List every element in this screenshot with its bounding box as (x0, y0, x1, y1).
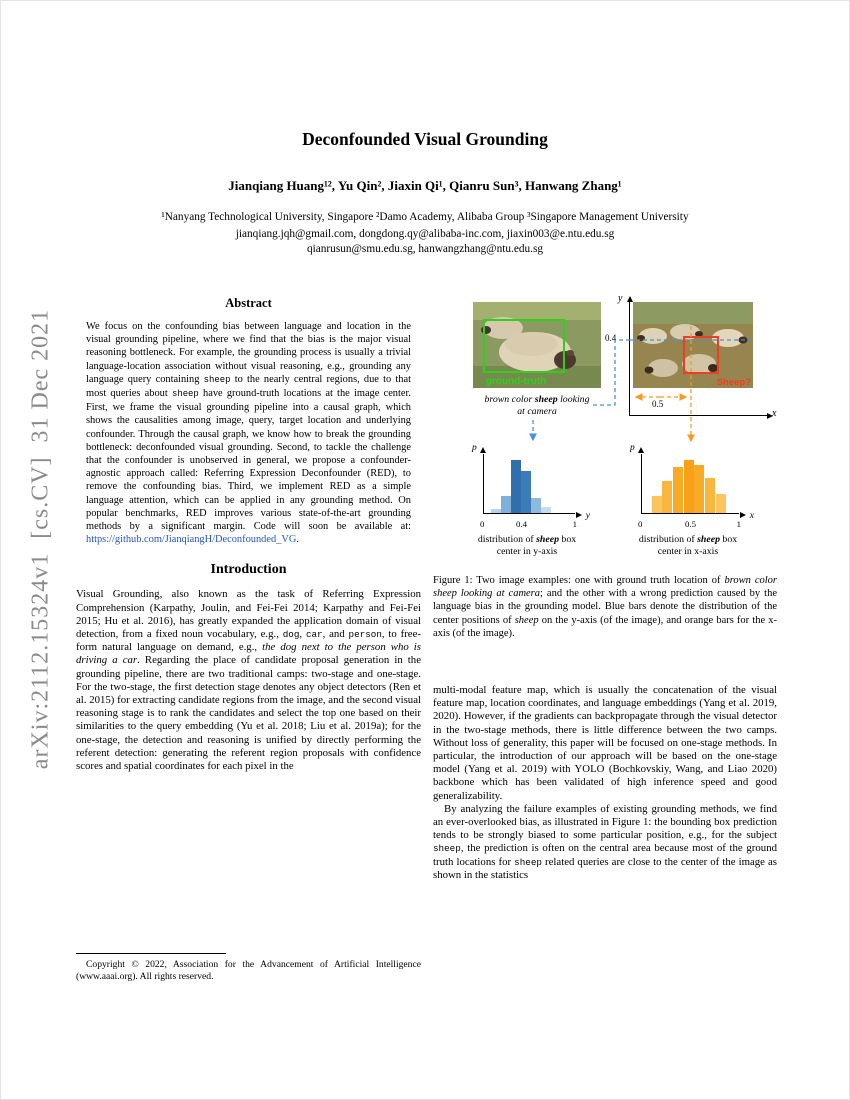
text-segment: , to free-form natural language on demand, e.g., (76, 628, 421, 654)
prediction-label: Sheep? (716, 377, 751, 388)
tick-label: 0 (638, 519, 643, 529)
text-segment: sheep (536, 534, 559, 545)
text-segment: looking at camera (517, 394, 590, 417)
histogram-bar (501, 496, 511, 513)
right-column (433, 293, 778, 882)
figure-1 (433, 293, 777, 562)
histogram-bar (673, 467, 683, 513)
histogram-y-ylabel: p (472, 443, 477, 453)
histogram-x-caption (629, 534, 747, 557)
histogram-bar (684, 460, 694, 513)
abstract-text (86, 320, 411, 546)
arxiv-banner: arXiv:2112.15324v1 [cs.CV] 31 Dec 2021 (27, 308, 54, 770)
histogram-x-distribution (629, 443, 754, 529)
histogram-bar (521, 471, 531, 513)
body-paragraph-2 (433, 803, 777, 882)
tick-label: 0 (480, 519, 485, 529)
y-axis-arrow-icon (627, 296, 633, 302)
text-segment: dog (282, 629, 300, 641)
histogram-bar (716, 494, 726, 513)
histogram-y-distribution (471, 443, 590, 529)
text-segment: Figure 1: Two image examples: one with ground truth location of (433, 575, 725, 586)
text-segment: box center in y-axis (496, 534, 577, 557)
text-segment: , (299, 628, 306, 641)
histogram-bar (694, 465, 704, 513)
text-segment: to the nearly central regions, due to that most queries about (86, 373, 411, 400)
paper-title: Deconfounded Visual Grounding (302, 129, 548, 149)
prediction-bbox (683, 336, 719, 374)
author-line: Jianqiang Huang¹², Yu Qin², Jiaxin Qi¹, Qianru Sun³, Hanwang Zhang¹ (228, 178, 622, 193)
text-segment: , the prediction is often on the central area because most of the ground truth locations for (433, 842, 777, 868)
text-segment: sheep (171, 389, 199, 400)
tick-label: 1 (572, 519, 577, 529)
groundtruth-bbox (483, 319, 565, 372)
figure-1-caption (433, 574, 777, 640)
tick-label: 0.5 (685, 519, 696, 529)
figure-image-groundtruth (473, 302, 601, 388)
text-segment: , and (322, 628, 349, 641)
histogram-x-xlabel: x (749, 511, 754, 521)
abstract-heading: Abstract (225, 296, 272, 310)
histogram-bar (511, 460, 521, 513)
histogram-bar (531, 498, 541, 513)
text-segment: ; and the other with a wrong prediction caused by the language bias in the grounding model. Blue bars denote the distribution of the center positions of (433, 588, 777, 626)
text-segment: person (348, 629, 382, 641)
text-segment: the dog next to the person who is driving a car (76, 641, 421, 667)
paper-header (1, 129, 849, 258)
histogram-y-up-arrow-icon (480, 447, 486, 453)
text-segment: Visual Grounding, also known as the task of Referring Expression Comprehension (Karpathy, Joulin, and Fei-Fei 2014; Karpathy and Fei-Fei 2015; Hu et al. 2016), has greatly expanded the application domain of visual detection, from a fixed noun vocabulary, e.g., (76, 588, 421, 641)
text-segment: on the y-axis (of the image), and orange bars for the x-axis (of the image). (433, 614, 777, 639)
histogram-y-caption (468, 534, 586, 557)
histogram-x-right-arrow-icon (740, 512, 746, 518)
text-segment: car (305, 629, 323, 641)
text-segment: sheep (433, 843, 461, 855)
text-segment: . Regarding the place of candidate proposal generation in the grounding pipeline, there are two traditional camps: two-stage and one-stage. For the two-stage, the first detection stage denotes any object detectors (Ren et al. 2015) for extracting candidate regions from the image, and the second visual reasoning stage is to rank the candidates and select the top one based on their similarities to the query embedding (Yu et al. 2018; Liu et al. 2019a); for the one-stage, the detection and reasoning is unified by directly performing the referent detection: generating the referent region proposals with confidence scores and spatial coordinates for each pixel in the (76, 654, 421, 773)
text-segment: distribution of (477, 534, 537, 545)
affiliations-line: ¹Nanyang Technological University, Singapore ²Damo Academy, Alibaba Group ³Singapore Management University (161, 211, 689, 223)
tick-label: 0.4 (516, 519, 527, 529)
histogram-bar (652, 496, 662, 513)
histogram-y-xlabel: y (585, 511, 590, 521)
groundtruth-label: ground-truth (485, 376, 547, 387)
emails-line-1: jianqiang.jqh@gmail.com, dongdong.qy@alibaba-inc.com, jiaxin003@e.ntu.edu.sg (235, 228, 615, 240)
text-segment: . (296, 534, 299, 546)
text-segment: distribution of (638, 534, 698, 545)
x-axis-label: x (772, 408, 777, 419)
text-segment: sheep (514, 856, 542, 868)
left-column (76, 296, 421, 773)
emails-line-2: qianrusun@smu.edu.sg, hanwangzhang@ntu.edu.sg (306, 243, 544, 255)
histogram-x-plot (641, 454, 739, 514)
text-segment: By analyzing the failure examples of existing grounding methods, we find an ever-overlooked bias, as illustrated in Figure 1: the bounding box prediction tends to be strongly biased to some particular position, e.g., for the subject (433, 802, 777, 842)
code-repo-link[interactable]: https://github.com/JianqiangH/Deconfounded_VG (86, 534, 297, 546)
image-y-axis (629, 300, 630, 416)
histogram-y-plot (483, 454, 575, 514)
histogram-bar (491, 509, 501, 513)
text-segment: multi-modal feature map, which is usually the concatenation of the visual feature map, location coordinates, and language embeddings (Yang et al. 2019, 2020). However, if the gradients can backpropagate through the visual detector in the two-stage methods, there is little difference between the two camps. Without loss of generality, this paper will be focused on one-stage methods. In particular, the introduction of our approach will be based on the one-stage model (Yang et al. 2019) with YOLO (Bochkovskiy, Wang, and Liao 2020) backbone which has been validated of high inference speed and good generalizability. (433, 684, 777, 802)
text-segment: sheep (534, 394, 558, 405)
histogram-y-right-arrow-icon (576, 512, 582, 518)
text-segment: related queries are close to the center of the image as shown in the statistics (433, 855, 778, 881)
text-segment: have ground-truth locations at the image center. First, we frame the visual grounding pipeline into a causal graph, which shows the causalities among image, query, target location and underlying confounder. Through the causal graph, we know how to break the grounding bottleneck: deconfounded visual grounding. Second, to tackle the challenge that the confounder is unobserved in general, we propose a confounder-agnostic approach called: Referring Expression Deconfounder (RED), to remove the confounding bias. Third, we implement RED as a simple language attention, which can be applied in any grounding method. On popular benchmarks, RED improves various state-of-the-art grounding methods by a significant margin. Code will soon be available at: (86, 388, 411, 533)
text-segment: box center in x-axis (657, 534, 738, 557)
text-segment: We focus on the confounding bias between language and location in the visual grounding pipeline, where we find that the bias is the major visual reasoning bottleneck. For example, the grounding process is usually a trivial language-location association without visual reasoning, e.g., grounding any language query containing (86, 321, 411, 385)
histogram-x-ylabel: p (630, 443, 635, 453)
footnote-rule (76, 953, 226, 954)
figure-image-prediction (633, 302, 753, 388)
introduction-heading: Introduction (210, 562, 287, 578)
text-segment: brown color sheep looking at camera (433, 575, 777, 600)
body-paragraph-1 (433, 684, 777, 803)
image-x-axis (629, 415, 769, 416)
text-segment: sheep (203, 374, 231, 385)
histogram-x-up-arrow-icon (638, 447, 644, 453)
left-image-subcaption (482, 394, 592, 417)
copyright-footnote (76, 953, 421, 983)
footnote-text: Copyright © 2022, Association for the Advancement of Artificial Intelligence (www.aaai.org). All rights reserved. (76, 959, 421, 982)
text-segment: brown color (484, 394, 535, 405)
introduction-text (76, 588, 421, 773)
y-axis-label: y (618, 293, 623, 304)
histogram-bar (705, 478, 715, 513)
histogram-bar (662, 481, 672, 513)
x-coordinate-mark: 0.5 (652, 399, 664, 409)
histogram-bar (541, 507, 551, 513)
text-segment: sheep (514, 614, 539, 626)
tick-label: 1 (736, 519, 741, 529)
text-segment: sheep (697, 534, 720, 545)
y-coordinate-mark: 0.4 (605, 333, 617, 343)
